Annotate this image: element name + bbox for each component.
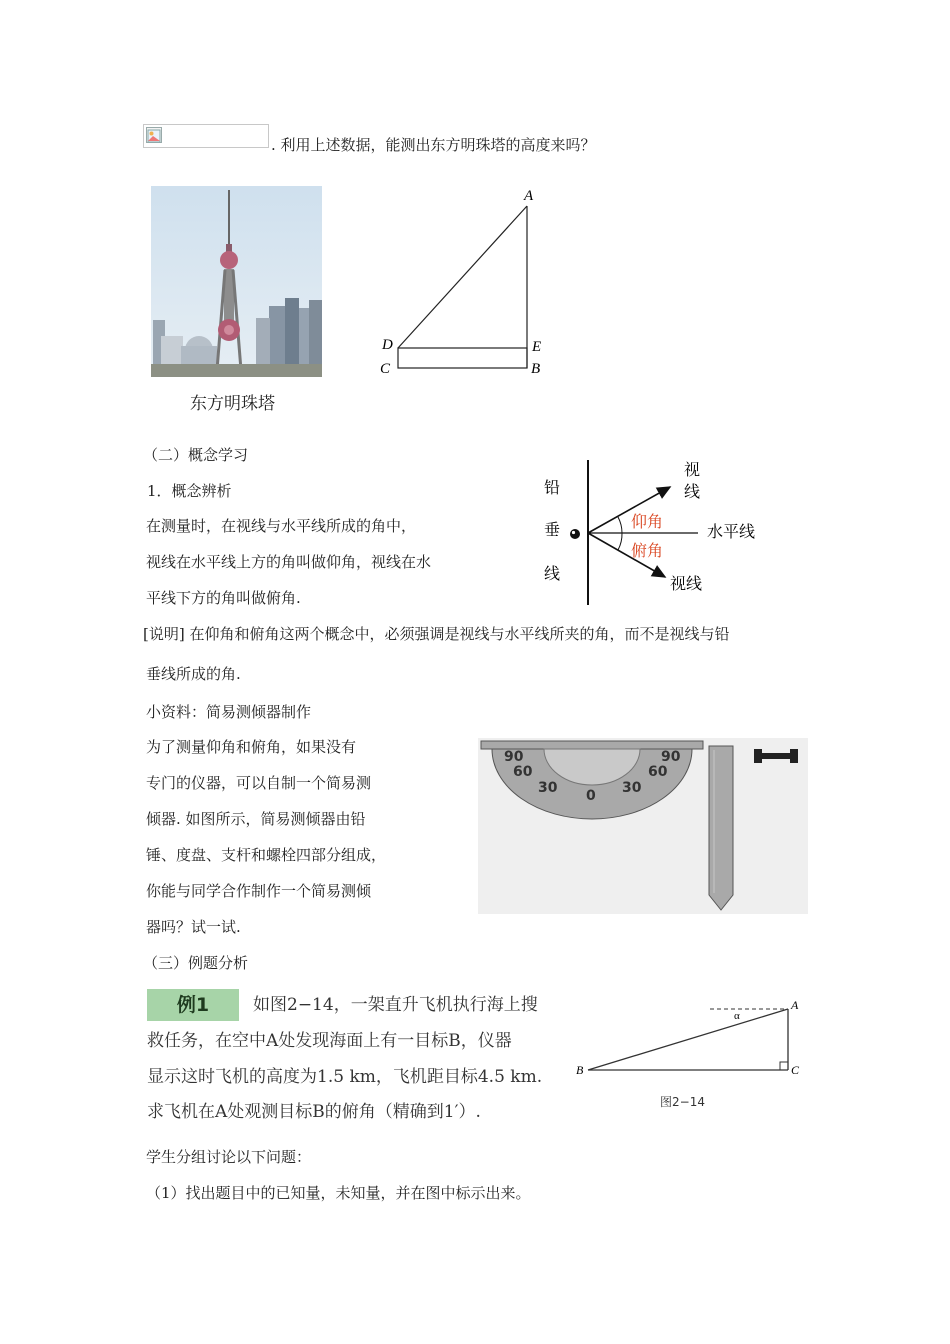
photo-caption: 东方明珠塔 [190,394,275,414]
material-line-6: 器吗？试一试. [146,918,241,936]
plumb-char-3: 线 [544,564,561,583]
example-line-1: 如图2−14，一架直升飞机执行海上搜 [253,995,538,1015]
sight-top-char-1: 视 [684,460,701,479]
elevation-depression-diagram [530,455,780,610]
label-d: D [382,337,393,353]
note-line-2: 垂线所成的角. [146,665,241,683]
material-line-4: 锤、度盘、支杆和螺栓四部分组成， [146,846,387,864]
label-b: B [531,361,541,377]
dial-label-left-90: 90 [504,749,524,765]
broken-image-placeholder [143,124,269,148]
fig214-label-a: A [791,998,799,1012]
intro-line: . 利用上述数据，能测出东方明珠塔的高度来吗？ [271,136,596,154]
plumb-char-1: 铅 [544,478,561,497]
example-line-2: 救任务，在空中A处发现海面上有一目标B，仪器 [147,1031,512,1051]
note-line-1: [说明] 在仰角和俯角这两个概念中，必须强调是视线与水平线所夹的角，而不是视线与铅 [143,625,730,643]
dial-label-zero: 0 [586,788,596,804]
material-line-3: 倾器. 如图所示，简易测倾器由铅 [146,810,366,828]
fig214-caption: 图2−14 [660,1095,705,1109]
material-line-5: 你能与同学合作制作一个简易测倾 [146,882,372,900]
dial-label-left-30: 30 [538,780,558,796]
dial-label-right-30: 30 [622,780,642,796]
sight-bottom-label: 视线 [670,574,703,593]
concept-line-1: 在测量时，在视线与水平线所成的角中， [146,517,417,535]
elevation-angle-label: 仰角 [631,512,664,531]
concept-line-2: 视线在水平线上方的角叫做仰角，视线在水 [146,553,432,571]
material-line-2: 专门的仪器，可以自制一个简易测 [146,774,372,792]
sight-top-char-2: 线 [684,482,701,501]
triangle-diagram-abcde [370,180,560,380]
alpha-label: α [734,1010,740,1022]
fig214-label-c: C [791,1063,800,1077]
section2-title: （二）概念学习 [143,446,249,464]
discuss-item-1: （1）找出题目中的已知量，未知量，并在图中标示出来。 [146,1184,531,1202]
discuss-title: 学生分组讨论以下问题： [146,1148,312,1166]
dial-label-right-60: 60 [648,764,668,780]
example-line-4: 求飞机在A处观测目标B的俯角（精确到1′）. [147,1102,481,1122]
plumb-char-2: 垂 [544,520,561,539]
label-a: A [524,188,534,204]
figure-2-14 [570,995,810,1115]
dial-label-left-60: 60 [513,764,533,780]
fig214-label-b: B [576,1063,584,1077]
clinometer-illustration [478,738,808,914]
oriental-pearl-tower-photo [151,186,322,377]
eye-icon [570,529,580,539]
example-badge: 例1 [147,989,239,1021]
section3-title: （三）例题分析 [143,954,249,972]
example-line-3: 显示这时飞机的高度为1.5 km，飞机距目标4.5 km. [147,1067,543,1087]
horizontal-line-label: 水平线 [707,522,756,541]
concept-line-3: 平线下方的角叫做俯角. [146,589,301,607]
material-title: 小资料：简易测倾器制作 [146,703,312,721]
dial-label-right-90: 90 [661,749,681,765]
depression-angle-label: 俯角 [631,541,664,560]
label-e: E [532,339,542,355]
image-icon [146,127,162,143]
concept-title: 1．概念辨析 [147,482,232,500]
label-c: C [380,361,391,377]
material-line-1: 为了测量仰角和俯角，如果没有 [146,738,357,756]
